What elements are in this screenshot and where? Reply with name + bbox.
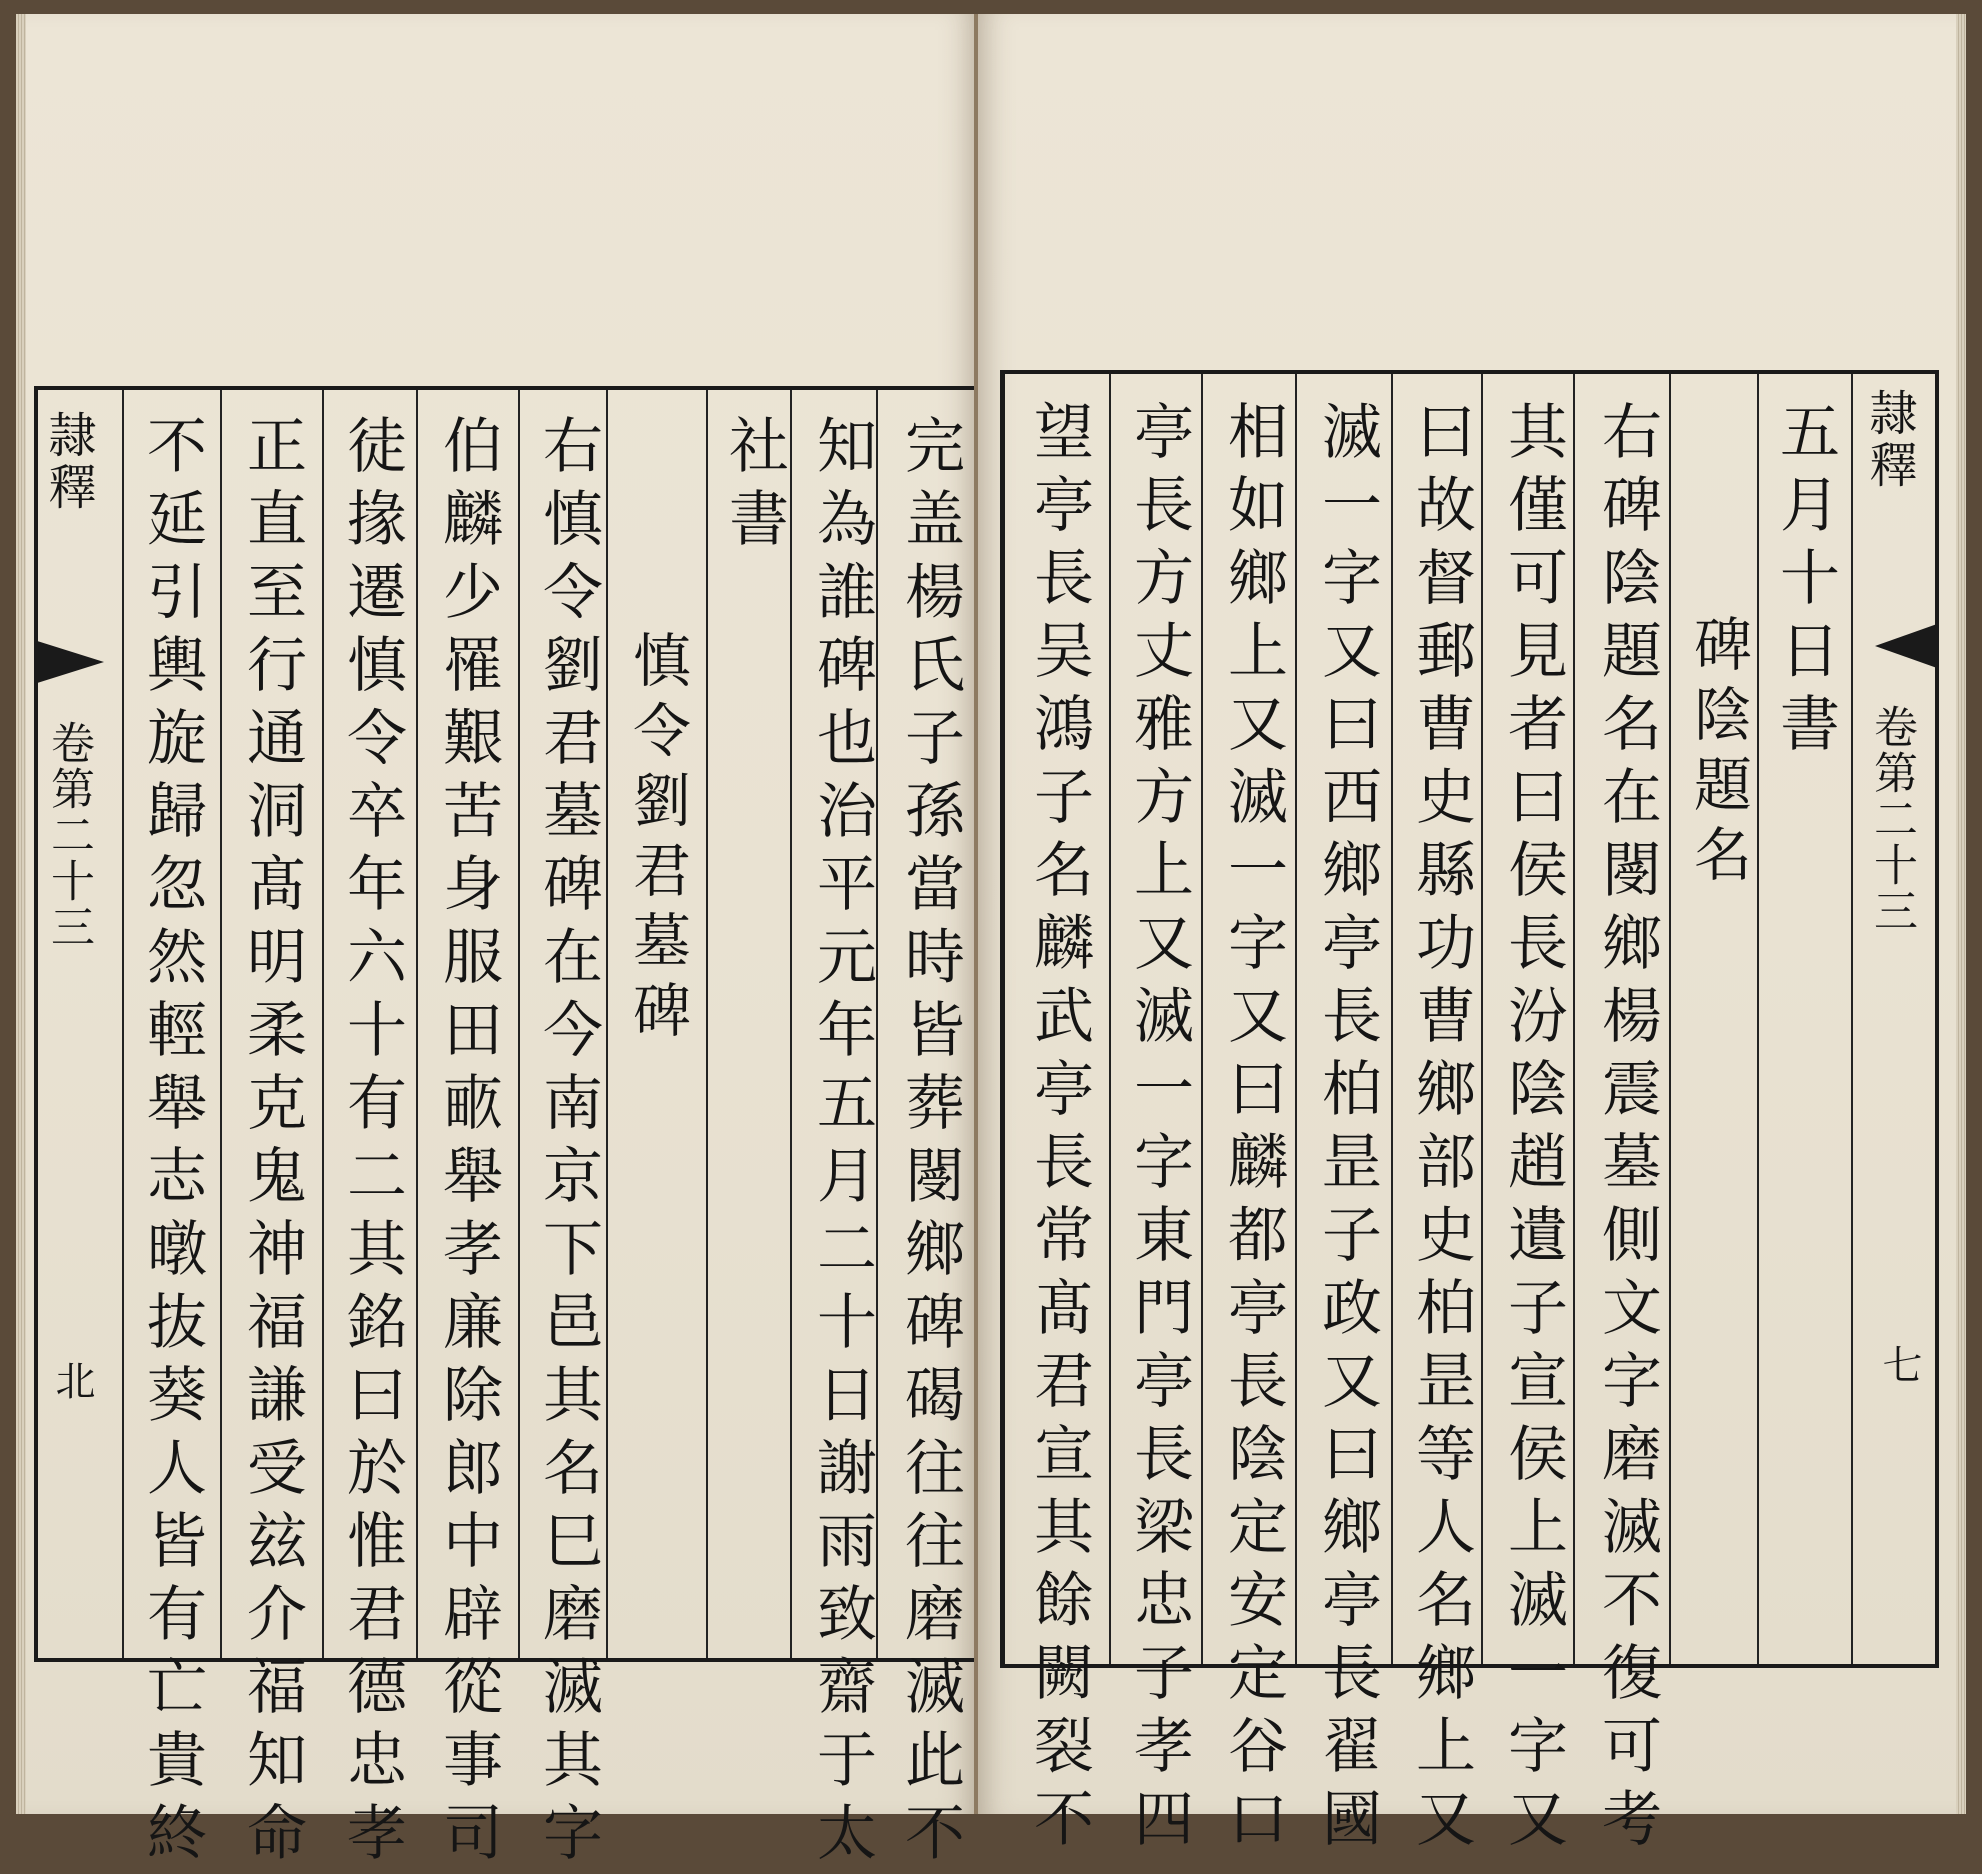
fishtail-ornament — [1875, 624, 1937, 668]
text-column: 伯麟少罹艱苦身服田畞舉孝廉除郎中辟從事司 — [433, 414, 503, 1874]
text-column: 望亭長吴鴻子名麟武亭長常髙君宣其餘闕裂不 — [1024, 400, 1094, 1860]
column-rule — [1201, 374, 1203, 1664]
margin-title: 隷釋 — [40, 410, 96, 514]
column-rule — [790, 390, 792, 1658]
text-column: 社書 — [719, 414, 789, 560]
column-rule — [606, 390, 608, 1658]
column-rule — [1573, 374, 1575, 1664]
column-rule — [518, 390, 520, 1658]
margin-volume: 卷第二十三 — [1866, 704, 1917, 934]
text-column: 其僅可見者曰侯長汾陰趙遺子宣侯上滅一字又 — [1498, 400, 1568, 1860]
right-print-frame — [1000, 370, 1939, 1860]
column-rule — [122, 390, 124, 1658]
text-column: 徒掾遷慎令卒年六十有二其銘曰於惟君德忠孝 — [337, 414, 407, 1874]
text-column: 相如鄉上又滅一字又曰麟都亭長陰定安定谷口 — [1218, 400, 1288, 1860]
text-column: 正直至行通洞髙明柔克鬼神福謙受玆介福知命 — [237, 414, 307, 1874]
section-heading: 慎令劉君墓碑 — [623, 630, 691, 1050]
page-edge-stack — [16, 14, 26, 1814]
section-heading: 碑陰題名 — [1684, 614, 1752, 894]
column-rule — [1481, 374, 1483, 1664]
column-rule — [322, 390, 324, 1658]
column-rule — [220, 390, 222, 1658]
column-rule — [1669, 374, 1671, 1664]
text-column: 亭長方丈雅方上又滅一字東門亭長梁忠子孝四 — [1124, 400, 1194, 1860]
column-rule — [1757, 374, 1759, 1664]
column-rule — [1391, 374, 1393, 1664]
text-column: 曰故督郵曹史縣功曹鄉部史柏昰等人名鄉上又 — [1406, 400, 1476, 1860]
column-rule — [1851, 374, 1853, 1664]
text-column: 右碑陰題名在閿鄉楊震墓側文字磨滅不復可考 — [1592, 400, 1662, 1860]
column-rule — [416, 390, 418, 1658]
margin-title: 隷釋 — [1861, 388, 1917, 492]
margin-volume: 卷第二十三 — [43, 720, 94, 950]
text-column: 不延引輿旋歸忽然輕舉志暾抜葵人皆有亡貴終 — [137, 414, 207, 1874]
text-column: 知為誰碑也治平元年五月二十日謝雨致齋于太 — [807, 414, 877, 1874]
column-rule — [1295, 374, 1297, 1664]
column-rule — [706, 390, 708, 1658]
text-column: 完盖楊氏子孫當時皆葬閿鄉碑碣往往磨滅此不 — [895, 414, 965, 1874]
fishtail-ornament — [34, 640, 104, 684]
column-rule — [1109, 374, 1111, 1664]
page-edge-stack — [1956, 14, 1966, 1814]
right-page — [978, 14, 1966, 1860]
text-column: 五月十日書 — [1770, 400, 1840, 765]
text-column: 滅一字又曰西鄉亭長柏昰子政又曰鄉亭長翟國 — [1312, 400, 1382, 1860]
text-column: 右慎令劉君墓碑在今南京下邑其名巳磨滅其字 — [533, 414, 603, 1874]
open-book — [16, 14, 1966, 1874]
margin-folio: 北 — [49, 1360, 95, 1413]
margin-folio: 七 — [1876, 1344, 1922, 1397]
left-print-frame — [34, 386, 988, 1874]
left-page — [16, 14, 976, 1874]
